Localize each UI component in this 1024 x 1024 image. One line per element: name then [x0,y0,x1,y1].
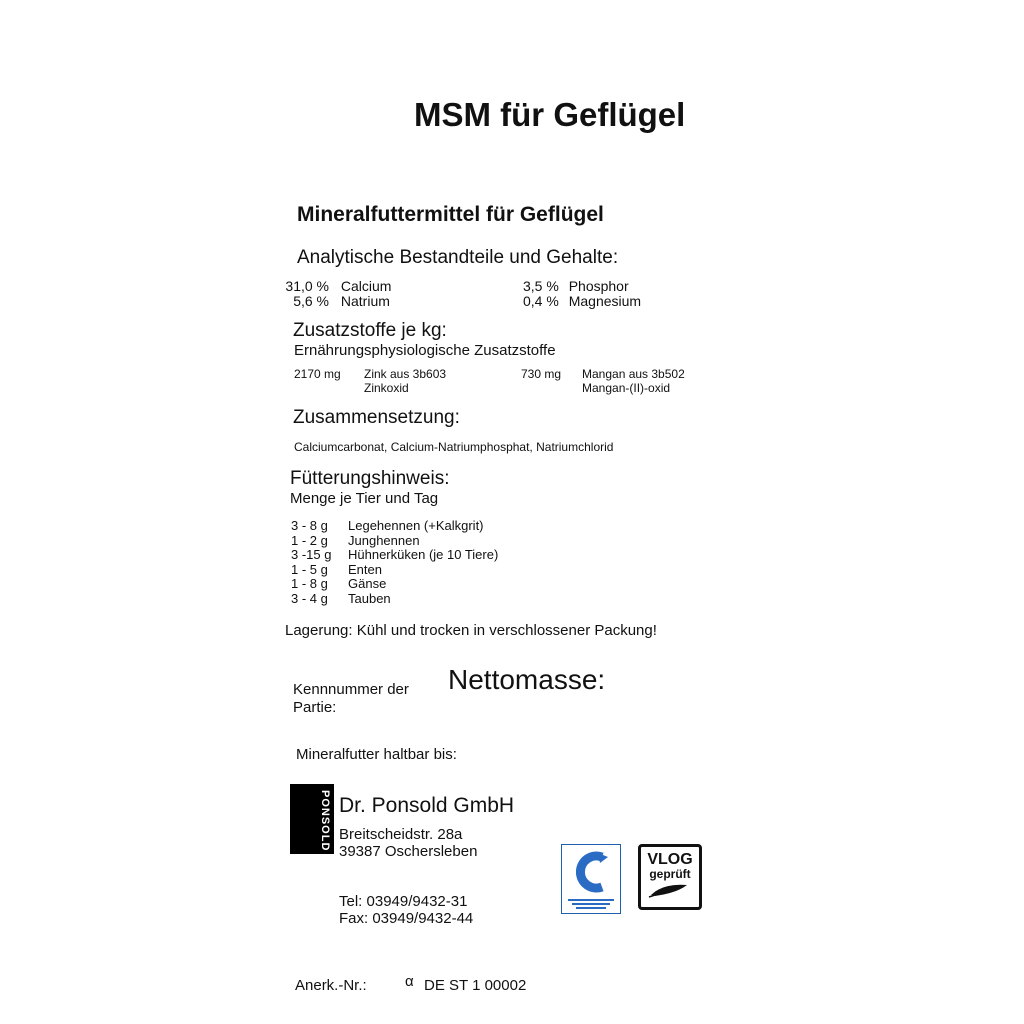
feeding-amount: 1 - 5 g [291,561,328,577]
additive-description [364,367,446,395]
analysis-name: Magnesium [568,293,642,309]
analysis-name: Phosphor [568,278,629,294]
company-contact [339,893,473,927]
company-name: Dr. Ponsold GmbH [339,794,515,817]
leaf-icon [647,881,693,899]
certification-logo-icon [562,845,620,913]
approval-label: Anerk.-Nr.: [295,977,367,994]
additive-description [582,367,685,395]
additive-amount: 730 mg [521,367,562,381]
additives-heading: Zusatzstoffe je kg: [293,320,447,341]
feeding-animal: Tauben [348,590,391,606]
analysis-value: 5,6 % [293,293,329,309]
vlog-badge [638,844,702,910]
feeding-amount: 1 - 8 g [291,576,328,592]
product-subtitle: Mineralfuttermittel für Geflügel [297,203,604,226]
feeding-animal: Junghennen [348,532,420,548]
batch-label-line: Partie: [293,699,337,716]
analysis-value: 3,5 % [523,278,559,294]
feeding-row [291,519,498,534]
composition-heading: Zusammensetzung: [293,407,460,428]
analysis-col-2 [523,279,641,309]
company-street: Breitscheidstr. 28a [339,826,463,843]
company-logo-text: PONSOLD [319,790,331,852]
analysis-heading: Analytische Bestandteile und Gehalte: [297,247,619,268]
additive-line: Zink aus 3b603 [364,367,447,381]
feeding-row [291,577,498,592]
feeding-subheading: Menge je Tier und Tag [290,490,439,507]
feeding-amount: 1 - 2 g [291,532,328,548]
feeding-animal: Enten [348,561,382,577]
feeding-row [291,563,498,578]
additives-subheading: Ernährungsphysiologische Zusatzstoffe [294,342,556,359]
feeding-amount: 3 -15 g [291,547,332,563]
analysis-col-1 [281,279,391,309]
company-fax: Fax: 03949/9432-44 [339,910,474,927]
vlog-subtitle: geprüft [649,867,691,881]
company-tel: Tel: 03949/9432-31 [339,893,468,910]
feeding-row [291,592,498,607]
certification-badge [561,844,621,914]
company-city: 39387 Oschersleben [339,843,478,860]
additive-line: Mangan-(II)-oxid [582,381,671,395]
batch-label [293,681,409,717]
additive-line: Mangan aus 3b502 [582,367,685,381]
storage-note: Lagerung: Kühl und trocken in verschlossener Packung! [285,622,657,639]
approval-symbol: α [405,973,414,990]
company-address [339,826,477,860]
feeding-animal: Legehennen (+Kalkgrit) [348,518,484,533]
feeding-animal: Gänse [348,576,387,592]
approval-number: DE ST 1 00002 [424,977,527,994]
feeding-heading: Fütterungshinweis: [290,468,450,489]
analysis-value: 31,0 % [285,278,329,294]
vlog-title: VLOG [647,851,693,868]
feeding-amount: 3 - 8 g [291,518,328,533]
feeding-animal: Hühnerküken (je 10 Tiere) [348,547,499,563]
page-title: MSM für Geflügel [414,96,686,133]
feeding-table [291,519,498,607]
feeding-amount: 3 - 4 g [291,590,328,606]
composition-text: Calciumcarbonat, Calcium-Natriumphosphat, Natriumchlorid [294,440,614,454]
feeding-row [291,534,498,549]
analysis-value: 0,4 % [523,293,559,309]
analysis-name: Calcium [340,278,392,294]
best-before-label: Mineralfutter haltbar bis: [296,746,457,763]
feeding-row [291,548,498,563]
batch-label-line: Kennnummer der [293,681,409,698]
additive-line: Zinkoxid [364,381,409,395]
analysis-name: Natrium [340,293,390,309]
additive-amount: 2170 mg [294,367,341,381]
net-mass-label: Nettomasse: [448,664,606,695]
